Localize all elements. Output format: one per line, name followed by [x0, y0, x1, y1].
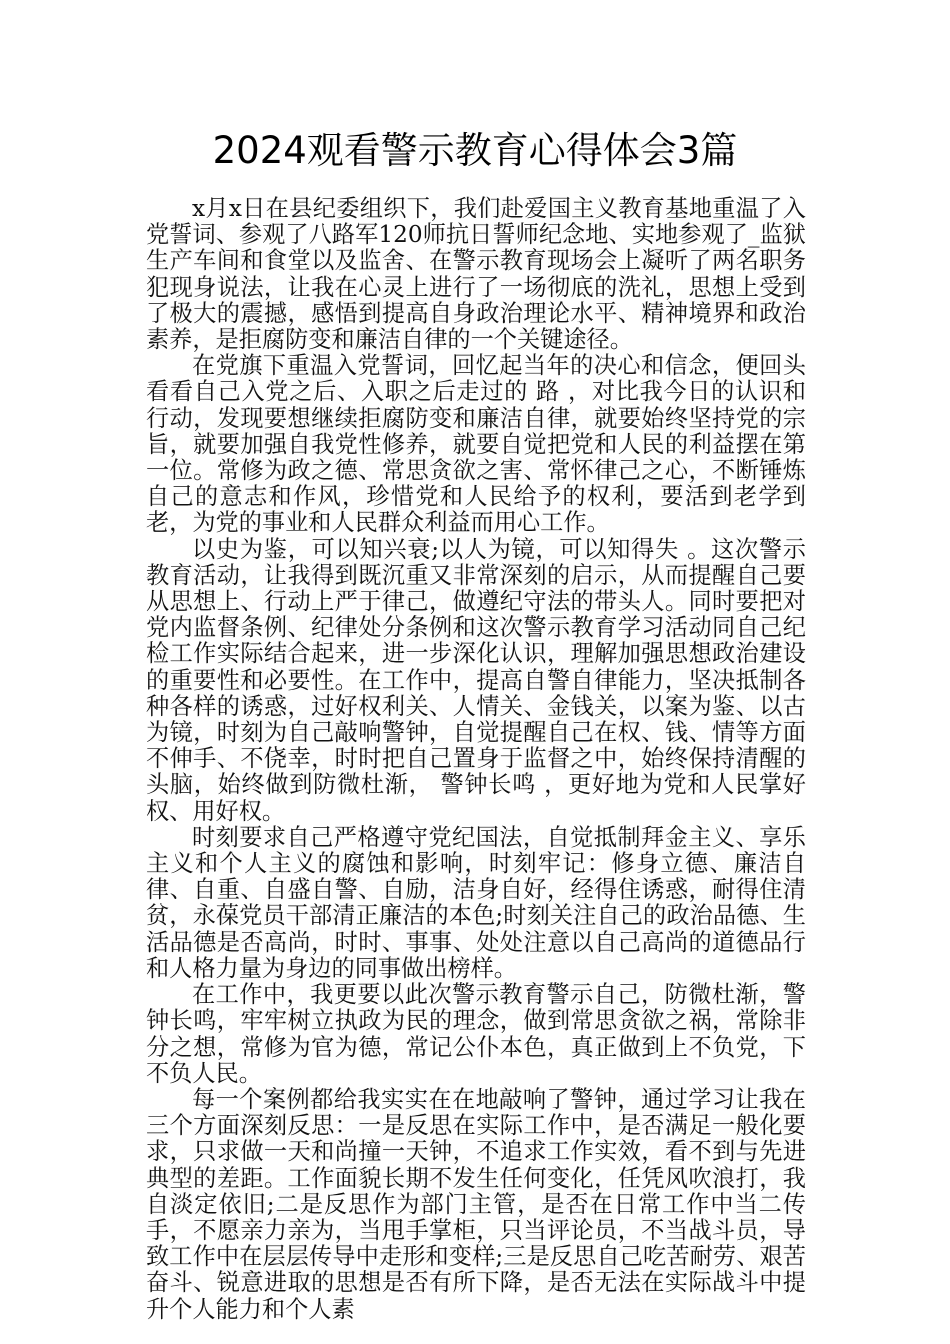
- paragraph: 以史为鉴，可以知兴衰;以人为镜，可以知得失 。这次警示教育活动，让我得到既沉重又非常深刻的启示，从而提醒自己要从思想上、行动上严于律己，做遵纪守法的带头人。同时要把对党内监督条例、纪律处分条例和这次警示教育学习活动同自己纪检工作实际结合起来，进一步深化认识，理解加强思想政治建设的重要性和必要性。在工作中，提高自警自律能力，坚决抵制各种各样的诱惑，过好权利关、人情关、金钱关，以案为鉴、以古为镜，时刻为自己敲响警钟，自觉提醒自己在权、钱、情等方面不伸手、不侥幸，时时把自己置身于监督之中，始终保持清醒的头脑，始终做到防微杜渐， 警钟长鸣 ，更好地为党和人民掌好权、用好权。: [146, 535, 806, 825]
- paragraph: 在工作中，我更要以此次警示教育警示自己，防微杜渐，警钟长鸣，牢牢树立执政为民的理念，做到常思贪欲之祸，常除非分之想，常修为官为德，常记公仆本色，真正做到上不负党，下不负人民。: [146, 981, 806, 1087]
- paragraph: x月x日在县纪委组织下，我们赴爱国主义教育基地重温了入党誓词、参观了八路军120师抗日誓师纪念地、实地参观了_监狱生产车间和食堂以及监舍、在警示教育现场会上凝听了两名职务犯现身说法，让我在心灵上进行了一场彻底的洗礼，思想上受到了极大的震撼，感悟到提高自身政治理论水平、精神境界和政治素养，是拒腐防变和廉洁自律的一个关键途径。: [146, 195, 806, 354]
- paragraph: 在党旗下重温入党誓词，回忆起当年的决心和信念，便回头看看自己入党之后、入职之后走过的 路 ，对比我今日的认识和行动，发现要想继续拒腐防变和廉洁自律，就要始终坚持党的宗旨，就要加强自我党性修养，就要自觉把党和人民的利益摆在第一位。常修为政之德、常思贪欲之害、常怀律己之心，不断锤炼自己的意志和作风，珍惜党和人民给予的权利，要活到老学到老，为党的事业和人民群众利益而用心工作。: [146, 352, 806, 537]
- paragraph: 每一个案例都给我实实在在地敲响了警钟，通过学习让我在三个方面深刻反思：一是反思在实际工作中，是否满足一般化要求，只求做一天和尚撞一天钟，不追求工作实效，看不到与先进典型的差距。工作面貌长期不发生任何变化，任凭风吹浪打，我自淡定依旧;二是反思作为部门主管，是否在日常工作中当二传手，不愿亲力亲为，当甩手掌柜，只当评论员，不当战斗员，导致工作中在层层传导中走形和变样;三是反思自己吃苦耐劳、艰苦奋斗、锐意进取的思想是否有所下降，是否无法在实际战斗中提升个人能力和个人素: [146, 1085, 806, 1323]
- paragraph: 时刻要求自己严格遵守党纪国法，自觉抵制拜金主义、享乐主义和个人主义的腐蚀和影响，时刻牢记：修身立德、廉洁自律、自重、自盛自警、自励，洁身自好，经得住诱惑，耐得住清贫，永葆党员干部清正廉洁的本色;时刻关注自己的政治品德、生活品德是否高尚，时时、事事、处处注意以自己高尚的道德品行和人格力量为身边的同事做出榜样。: [146, 823, 806, 982]
- document-title: 2024观看警示教育心得体会3篇: [212, 129, 738, 172]
- document-body: [146, 196, 806, 1323]
